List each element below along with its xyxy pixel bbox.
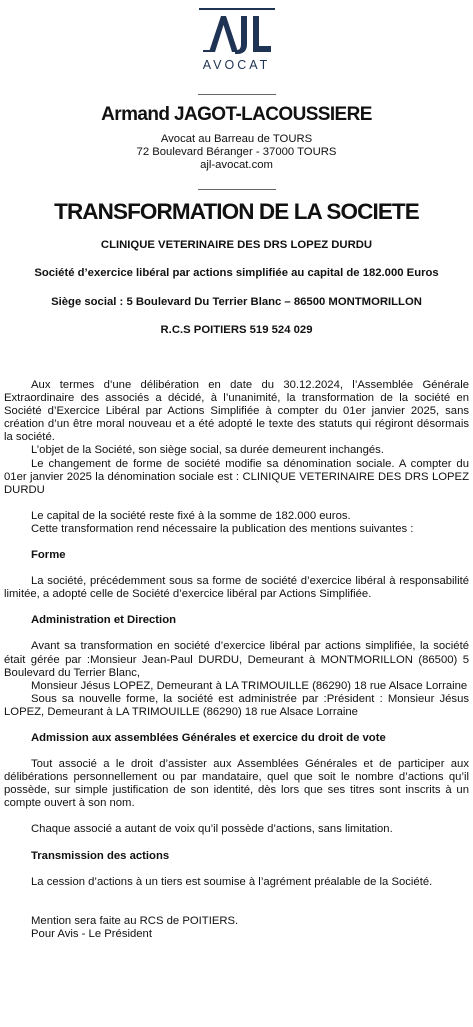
section-heading-admission: Admission aux assemblées Générales et exercice du droit de vote bbox=[31, 731, 386, 744]
company-seat: Siège social : 5 Boulevard Du Terrier Blanc – 86500 MONTMORILLON bbox=[51, 296, 422, 308]
paragraph: Aux termes d’une délibération en date du 30.12.2024, l’Assemblée Générale Extraordinaire des associés a décidé, à l’unanimité, la transformation de la société en Société d’Exercice Libéral par Actions Simplifiée à compter du 01er janvier 2025, sans création d’un être moral nouveau et a été adopté le texte des statuts qui régiront désormais la société. bbox=[4, 379, 469, 444]
paragraph: Tout associé a le droit d’assister aux Assemblées Générales et de participer aux délibérations personnellement ou par mandataire, quel que soit le nombre d’actions qu’il possède, sur simple justification de son identité, dès lors que ses titres sont inscrits à un compte ouvert à son nom. bbox=[4, 758, 469, 810]
divider bbox=[198, 189, 276, 190]
paragraph: Sous sa nouvelle forme, la société est administrée par :Président : Monsieur Jésus LOPEZ, Demeurant à LA TRIMOUILLE (86290) 18 rue Alsace Lorraine bbox=[4, 692, 469, 718]
lawyer-name: Armand JAGOT-LACOUSSIERE bbox=[101, 104, 372, 125]
company-name: CLINIQUE VETERINAIRE DES DRS LOPEZ DURDU bbox=[100, 239, 373, 251]
divider bbox=[198, 94, 276, 95]
section-heading-forme: Forme bbox=[31, 549, 66, 562]
logo-subtitle: AVOCAT bbox=[202, 58, 271, 72]
ajl-monogram-icon bbox=[177, 8, 297, 56]
company-form: Société d’exercice libéral par actions simplifiée au capital de 182.000 Euros bbox=[34, 267, 439, 279]
paragraph: Le changement de forme de société modifie sa dénomination sociale. A compter du 01er janvier 2025 la dénomination sociale est : CLINIQUE VETERINAIRE DES DRS LOPEZ DURDU bbox=[4, 457, 469, 496]
paragraph: L’objet de la Société, son siège social, sa durée demeurent inchangés. bbox=[31, 444, 384, 457]
section-heading-transmission: Transmission des actions bbox=[31, 849, 170, 862]
closing-line: Mention sera faite au RCS de POITIERS. bbox=[31, 914, 239, 927]
paragraph: Chaque associé a autant de voix qu’il possède d’actions, sans limitation. bbox=[31, 823, 393, 836]
website-link[interactable]: ajl-avocat.com bbox=[200, 159, 273, 171]
lawyer-address bbox=[0, 133, 473, 172]
paragraph: Cette transformation rend nécessaire la publication des mentions suivantes : bbox=[31, 522, 414, 535]
paragraph: Le capital de la société reste fixé à la somme de 182.000 euros. bbox=[31, 509, 351, 522]
signature-line: Pour Avis - Le Président bbox=[31, 927, 152, 940]
address-line: Avocat au Barreau de TOURS bbox=[160, 133, 313, 145]
notice-title: TRANSFORMATION DE LA SOCIETE bbox=[54, 199, 419, 224]
paragraph: Monsieur Jésus LOPEZ, Demeurant à LA TRIMOUILLE (86290) 18 rue Alsace Lorraine bbox=[31, 679, 468, 692]
address-line: 72 Boulevard Béranger - 37000 TOURS bbox=[136, 146, 337, 158]
paragraph: Avant sa transformation en société d’exercice libéral par actions simplifiée, la société était gérée par :Monsieur Jean-Paul DURDU, Demeurant à MONTMORILLON (86500) 5 Boulevard du Terrier Blanc, bbox=[4, 640, 469, 679]
ajl-logo bbox=[0, 8, 473, 72]
notice-body bbox=[4, 379, 469, 941]
paragraph: La société, précédemment sous sa forme de société d’exercice libéral à responsabilité limitée, a adopté celle de Société d’exercice libéral par Actions Simplifiée. bbox=[4, 575, 469, 601]
paragraph: La cession d’actions à un tiers est soumise à l’agrément préalable de la Société. bbox=[31, 875, 433, 888]
company-rcs: R.C.S POITIERS 519 524 029 bbox=[160, 324, 313, 336]
section-heading-administration: Administration et Direction bbox=[31, 614, 176, 627]
